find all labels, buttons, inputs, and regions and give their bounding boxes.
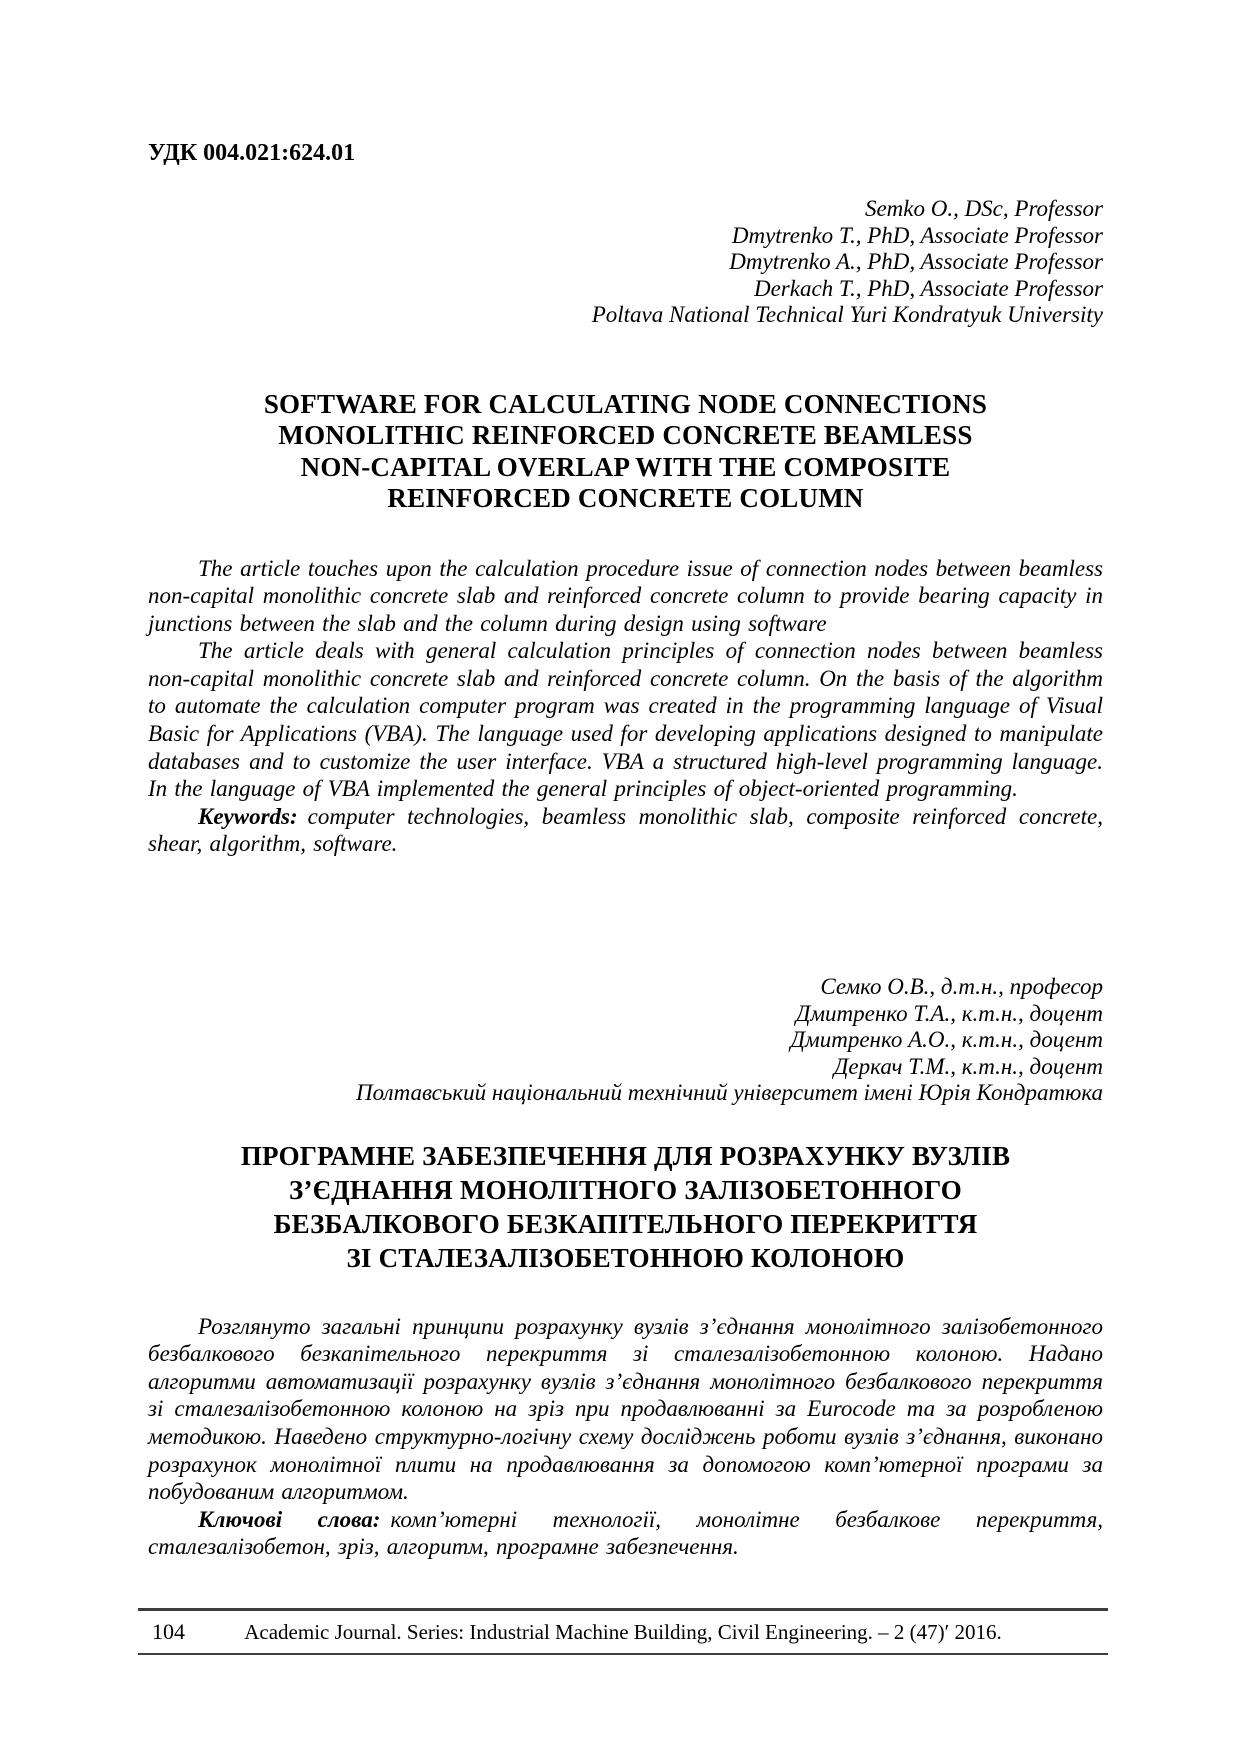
keywords-text: computer technologies, beamless monolithic slab, composite reinforced concrete, shear, algorithm, software.: [148, 803, 1103, 857]
abstract-paragraph: The article deals with general calculation principles of connection nodes between beamless non-capital monolithic concrete slab and reinforced concrete column. On the basis of the algorithm to automate the calculation computer program was created in the programming language of Visual Basic for Applications (VBA). The language used for developing applications designed to manipulate databases and to customize the user interface. VBA a structured high-level programming language. In the language of VBA implemented the general principles of object-oriented programming.: [148, 638, 1103, 802]
abstract-paragraph: The article touches upon the calculation procedure issue of connection nodes between beamless non-capital monolithic concrete slab and reinforced concrete column to provide bearing capacity in junctions between the slab and the column during design using software: [148, 555, 1103, 636]
authors-block-en: [148, 196, 1103, 329]
keywords-label: Ключові слова:: [198, 1506, 381, 1532]
title-line: ЗІ СТАЛЕЗАЛІЗОБЕТОННОЮ КОЛОНОЮ: [346, 1242, 905, 1273]
title-line: MONOLITHIC REINFORCED CONCRETE BEAMLESS: [278, 420, 973, 450]
page-content: [148, 138, 1103, 1561]
paper-title-uk: [148, 1139, 1103, 1275]
title-line: SOFTWARE FOR CALCULATING NODE CONNECTIONS: [263, 388, 988, 419]
author-line: Семко О.В., д.т.н., професор: [820, 974, 1103, 1000]
keywords-paragraph: [148, 803, 1103, 858]
keywords-paragraph: [148, 1506, 1103, 1561]
footer-row: [138, 1611, 1108, 1653]
affiliation-line: Poltava National Technical Yuri Kondratyuk University: [591, 302, 1103, 327]
abstract-uk: [148, 1313, 1103, 1561]
title-line: З’ЄДНАННЯ МОНОЛІТНОГО ЗАЛІЗОБЕТОННОГО: [289, 1174, 962, 1205]
author-line: Дмитренко Т.А., к.т.н., доцент: [795, 1000, 1103, 1026]
title-line: NON-CAPITAL OVERLAP WITH THE COMPOSITE: [300, 451, 951, 482]
title-line: REINFORCED CONCRETE COLUMN: [387, 483, 864, 513]
abstract-paragraph: Розглянуто загальні принципи розрахунку вузлів з’єднання монолітного залізобетонного безбалкового безкапітельного перекриття зі сталезалізобетонною колоною. Надано алгоритми автоматизації розрахунку вузлів з’єднання монолітного безбалкового перекриття зі сталезалізобетонною колоною на зріз при продавлюванні за Eurocode та за розробленою методикою. Наведено структурно-логічну схему досліджень роботи вузлів з’єднання, виконано розрахунок монолітної плити на продавлювання за допомогою комп’ютерної програми за побудованим алгоритмом.: [148, 1313, 1103, 1505]
journal-title: Academic Journal. Series: Industrial Machine Building, Civil Engineering. – 2 (47)′ 2016.: [244, 1619, 1002, 1644]
author-line: Dmytrenko T., PhD, Associate Professor: [731, 222, 1103, 248]
page-footer: [138, 1608, 1108, 1655]
title-line: БЕЗБАЛКОВОГО БЕЗКАПІТЕЛЬНОГО ПЕРЕКРИТТЯ: [273, 1208, 978, 1239]
keywords-text: комп’ютерні технології, монолітне безбалкове перекриття, сталезалізобетон, зріз, алгоритм, програмне забезпечення.: [148, 1506, 1104, 1560]
title-line: ПРОГРАМНЕ ЗАБЕЗПЕЧЕННЯ ДЛЯ РОЗРАХУНКУ ВУЗЛІВ: [240, 1140, 1011, 1171]
udc-code: УДК 004.021:624.01: [148, 140, 356, 166]
author-line: Derkach T., PhD, Associate Professor: [753, 275, 1103, 301]
author-line: Дмитренко А.О., к.т.н., доцент: [790, 1027, 1103, 1053]
authors-block-uk: [148, 974, 1103, 1107]
author-line: Semko O., DSc, Professor: [864, 196, 1103, 221]
paper-title-en: [148, 389, 1103, 515]
abstract-en: [148, 555, 1103, 859]
affiliation-line: Полтавський національний технічний університет імені Юрія Кондратюка: [356, 1080, 1103, 1106]
author-line: Деркач Т.М., к.т.н., доцент: [833, 1053, 1103, 1079]
keywords-label: Keywords:: [198, 803, 298, 829]
page-number: 104: [152, 1619, 185, 1644]
author-line: Dmytrenko A., PhD, Associate Professor: [729, 249, 1103, 274]
